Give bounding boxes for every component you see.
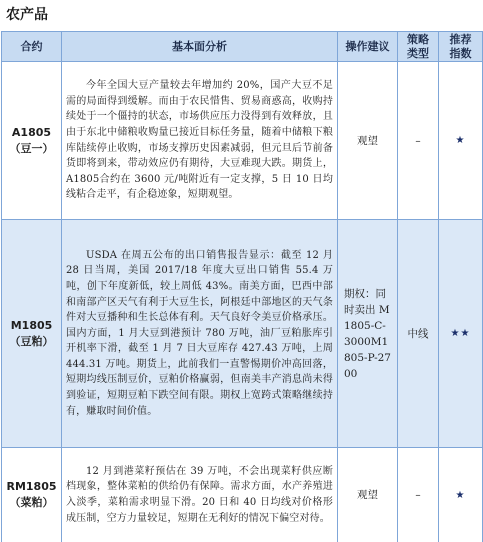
table-header-row	[2, 32, 483, 62]
advice-text: 期权：同时卖出 M1805-C-3000M1805-P-2700	[338, 220, 398, 448]
strategy-type: –	[398, 62, 439, 220]
header-contract: 合约	[2, 32, 62, 62]
contract-cell	[2, 220, 62, 448]
rating-stars: ★	[439, 62, 483, 220]
rating-stars: ★	[439, 448, 483, 542]
analysis-text: 今年全国大豆产量较去年增加约 20%，国产大豆不足需的局面得到缓解。而由于农民惜售、贸易商惑高，收购持续处于一个僵持的状态，市场供应压力没得到有效释放，且由于东北中储粮收购量已接近目标任务量，随着中储粮下粮库陆续停止收购，市场支撑历史因素减弱，但元旦后节前备货即将到来，带动效应仍有期待，大豆难现大跌。期货上，A1805合约在 3600 元/吨附近有一定支撑，5 日 10 日均线粘合走平，有企稳迹象，短期观望。	[62, 62, 338, 220]
contract-name: （菜粕）	[9, 496, 54, 509]
analysis-text: 12 月到港菜籽预估在 39 万吨，不会出现菜籽供应断档现象，整体菜粕的供给仍有保障。需求方面，水产养殖进入淡季，菜粕需求明显下滑。20 日和 40 日均线对价格形成压制，空方力量较足，短期在无利好的情况下偏空对待。	[62, 448, 338, 542]
header-analysis: 基本面分析	[62, 32, 338, 62]
header-strategy-type: 策略 类型	[398, 32, 439, 62]
contract-cell	[2, 62, 62, 220]
section-title: 农产品	[6, 7, 48, 23]
contract-code: M1805	[10, 318, 53, 332]
advice-text: 观望	[338, 448, 398, 542]
analysis-text: USDA 在周五公布的出口销售报告显示：截至 12 月 28 日当周，美国 2017/18 年度大豆出口销售 55.4 万吨，创下年度新低，较上周低 43%。南美方面，巴西中部和南部产区天气有利于大豆生长，阿根廷中部地区的天气条件对大豆播种和生长总体有利。天气良好令美豆价格承压。国内方面，1 月大豆到港预计 780 万吨，油厂豆粕胀库引开机率下滑，截至 1 月 7 日大豆库存 427.43 万吨，上周 444.31 万吨。期货上，此前我们一直警惕期价冲高回落，短期均线压制豆价，豆粕价格赢弱，但南美丰产消息尚未得到验证，短期豆粕下跌空间有限。期权上宽跨式策略继续持有，赚取时间价值。	[62, 220, 338, 448]
contract-code: A1805	[11, 125, 52, 139]
rating-stars: ★★	[439, 220, 483, 448]
table-row	[2, 448, 483, 542]
contract-name: （豆一）	[9, 141, 54, 155]
table-row	[2, 220, 483, 448]
futures-recommendation-table	[1, 31, 483, 542]
header-advice: 操作建议	[338, 32, 398, 62]
header-rating: 推荐 指数	[439, 32, 483, 62]
advice-text: 观望	[338, 62, 398, 220]
strategy-type: 中线	[398, 220, 439, 448]
contract-cell	[2, 448, 62, 542]
strategy-type: –	[398, 448, 439, 542]
contract-name: （豆粕）	[9, 334, 54, 348]
table-row	[2, 62, 483, 220]
contract-code: RM1805	[6, 480, 57, 493]
